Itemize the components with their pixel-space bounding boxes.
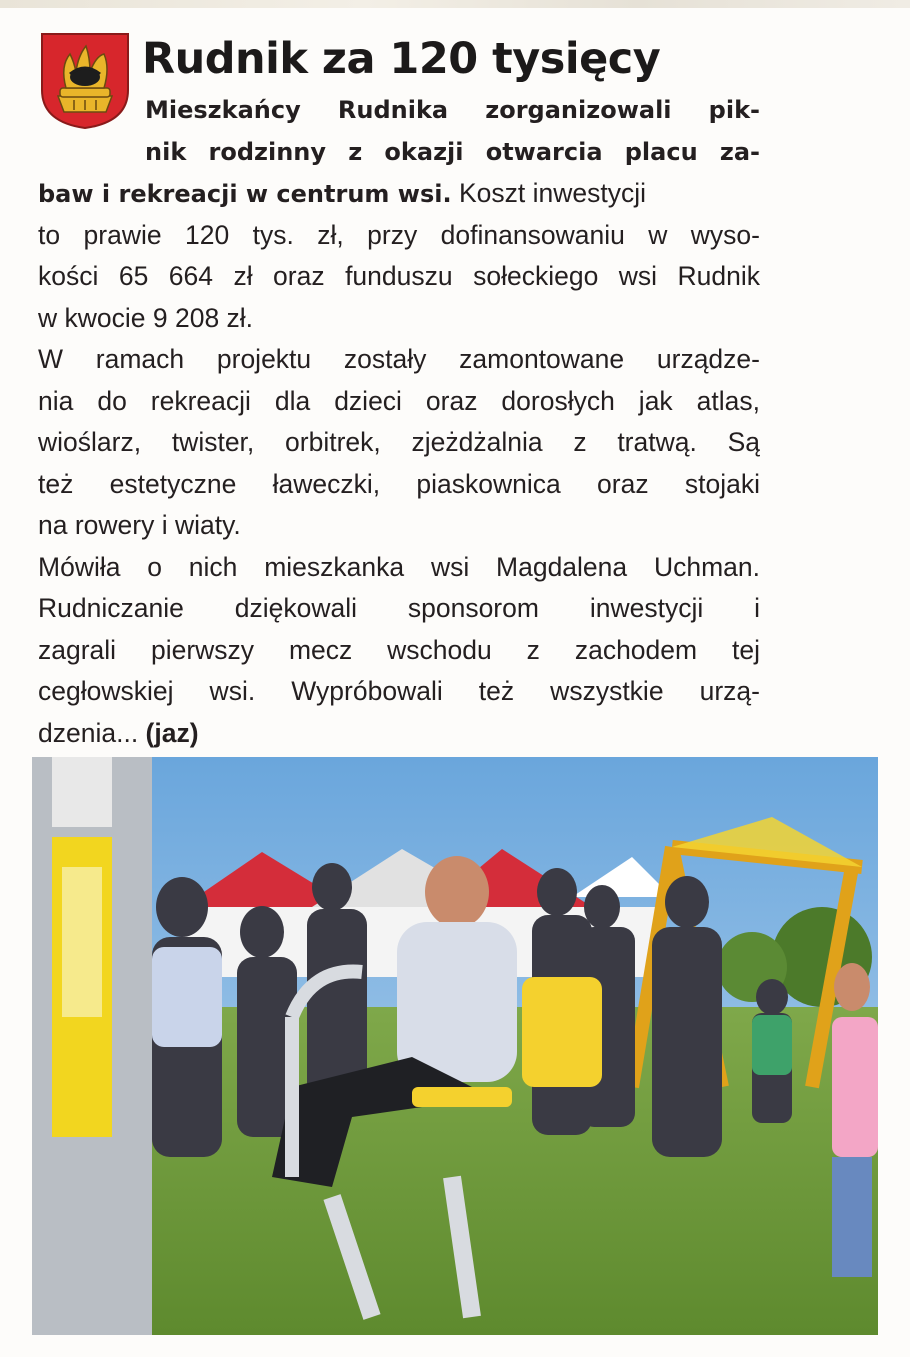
article-title: Rudnik za 120 tysięcy xyxy=(142,34,661,84)
last-line-text: dzenia... xyxy=(38,717,146,748)
lead-line-2: nik rodzinny z okazji otwarcia placu za- xyxy=(145,137,760,166)
lead-line-3-normal: Koszt inwestycji xyxy=(451,178,646,208)
paragraph3-line-3: zagrali pierwszy mecz wschodu z zachodem tej xyxy=(38,634,760,665)
paragraph2-line-4: też estetyczne ławeczki, piaskownica oraz stojaki xyxy=(38,468,760,499)
paragraph3-line-2: Rudniczanie dziękowali sponsorom inwestycji i xyxy=(38,593,760,623)
paragraph1-line-2: kości 65 664 zł oraz funduszu sołeckiego wsi Rudnik xyxy=(38,261,760,291)
lead-line-1: Mieszkańcy Rudnika zorganizowali pik- xyxy=(145,96,760,124)
paragraph3-line-1: Mówiła o nich mieszkanka wsi Magdalena Uchman. xyxy=(38,551,760,582)
paragraph3-line-5 xyxy=(38,713,760,755)
top-strip xyxy=(0,0,910,8)
author-signature: (jaz) xyxy=(145,717,199,748)
paragraph2-line-1: W ramach projektu zostały zamontowane urządze- xyxy=(38,344,760,374)
paragraph3-line-4: cegłowskiej wsi. Wypróbowali też wszystkie urzą- xyxy=(38,676,760,706)
playground-photo xyxy=(32,757,878,1335)
article-body xyxy=(38,90,760,754)
lead-line-3-bold: baw i rekreacji w centrum wsi. xyxy=(38,180,452,208)
paragraph2-line-3: wioślarz, twister, orbitrek, zjeżdżalnia z tratwą. Są xyxy=(38,427,760,457)
lead-line-3 xyxy=(38,173,760,215)
paragraph2-line-2: nia do rekreacji dla dzieci oraz dorosłych jak atlas, xyxy=(38,385,760,416)
paragraph2-line-5: na rowery i wiaty. xyxy=(38,510,241,540)
paragraph1-line-3: w kwocie 9 208 zł. xyxy=(38,302,254,333)
paragraph1-line-1: to prawie 120 tys. zł, przy dofinansowaniu w wyso- xyxy=(38,219,760,250)
